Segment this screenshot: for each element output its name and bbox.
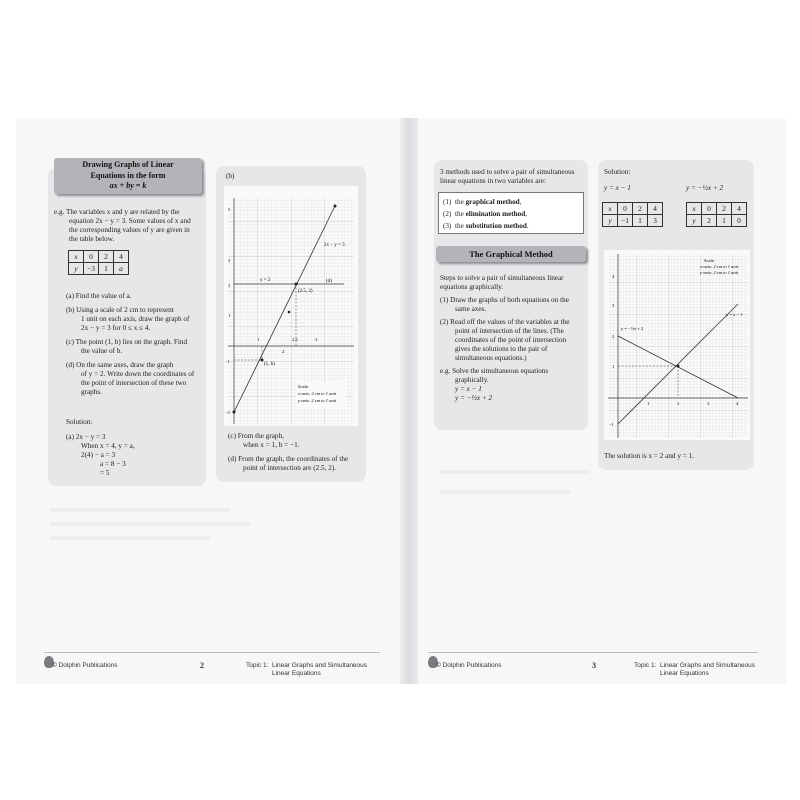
table-cell: 1 <box>717 215 732 227</box>
step-line: (1) Draw the graphs of both equations on the <box>440 296 569 304</box>
publisher: © Dolphin Publications <box>52 662 118 669</box>
step-line: same axes. <box>455 305 487 313</box>
page-number: 2 <box>200 661 204 670</box>
show-through <box>440 470 590 474</box>
y-tick: −3 <box>225 410 230 415</box>
line-label: 2x − y = 3 <box>324 243 345 248</box>
equation: y = −½x + 2 <box>455 394 493 402</box>
method-name: graphical method <box>465 198 520 206</box>
equation-head: y = −½x + 2 <box>686 184 724 192</box>
method-item <box>443 208 579 220</box>
method-text: the <box>454 198 466 206</box>
method-name: elimination method <box>465 210 526 218</box>
footer-rule <box>428 652 758 653</box>
method-num: (1) <box>443 198 452 206</box>
scale-line: x-axis: 2 cm to 1 unit <box>298 391 337 396</box>
show-through <box>50 508 230 512</box>
scale-line: Scale: <box>298 384 309 389</box>
y-tick: 3 <box>228 258 231 263</box>
question-d-line: (d) On the same axes, draw the graph <box>66 361 174 369</box>
solution-label: Solution: <box>604 168 631 176</box>
question-a: (a) Find the value of a. <box>66 292 132 300</box>
y-tick: 1 <box>228 313 231 318</box>
x-tick: 2 <box>677 401 680 406</box>
step-line: (2) Read off the values of the variables at the <box>440 318 570 326</box>
table-cell: y <box>687 215 702 227</box>
conclusion: The solution is x = 2 and y = 1. <box>604 452 694 460</box>
value-table-1 <box>602 202 663 227</box>
text-line: Steps to solve a pair of simultaneous linear <box>440 274 564 282</box>
scale-line: y-axis: 2 cm to 1 unit <box>700 270 739 275</box>
intersection-point <box>295 283 298 286</box>
table-cell: y <box>69 263 84 275</box>
table-cell: y <box>603 215 618 227</box>
step-line: gives the solutions to the pair of <box>455 345 548 353</box>
section-header <box>54 158 202 194</box>
example-line: e.g. Solve the simultaneous equations <box>440 367 549 375</box>
example-intro <box>54 208 204 244</box>
text-line: equations graphically. <box>440 283 504 291</box>
solution-line: = 5 <box>100 469 110 477</box>
grid <box>608 254 748 438</box>
method-text: , <box>519 198 522 206</box>
y-tick: 1 <box>612 364 615 369</box>
data-point <box>288 311 291 314</box>
topic-line: Linear Equations <box>272 670 321 677</box>
method-item <box>443 220 579 232</box>
show-through <box>440 490 570 494</box>
method-text: the <box>454 210 466 218</box>
solution-line: a = 8 − 3 <box>100 460 126 468</box>
header-line: Drawing Graphs of Linear <box>82 160 174 169</box>
table-cell: 4 <box>648 203 663 215</box>
question-b-line: 1 unit on each axis, draw the graph of <box>81 315 190 323</box>
question-d-line: graphs. <box>81 388 102 396</box>
graph-label: (b) <box>226 172 235 180</box>
table-cell: −1 <box>618 215 633 227</box>
x-tick: 3 <box>707 401 710 406</box>
step-line: point of intersection of the lines. (The <box>455 327 564 335</box>
table-cell: x <box>603 203 618 215</box>
footer-rule <box>44 652 380 653</box>
topic-label: Topic 1: <box>634 662 657 669</box>
table-cell: 2 <box>717 203 732 215</box>
topic-line: Linear Graphs and Simultaneous <box>272 662 368 669</box>
solution-line: 2(4) − a = 3 <box>81 451 116 459</box>
table-cell: 2 <box>702 215 717 227</box>
solution-line: (a) 2x − y = 3 <box>66 433 106 441</box>
method-text: , <box>525 210 528 218</box>
example-line: graphically. <box>455 376 489 384</box>
methods-intro <box>440 168 586 186</box>
methods-list <box>438 192 584 234</box>
value-table-2 <box>686 202 747 227</box>
solution <box>66 418 206 478</box>
table-cell: 0 <box>618 203 633 215</box>
c-point-label: (1, b) <box>264 362 275 367</box>
y-tick: 3 <box>612 303 615 308</box>
method-num: (3) <box>443 222 452 230</box>
method-num: (2) <box>443 210 452 218</box>
header-line: Equations in the form <box>90 170 166 180</box>
method-name: substitution method <box>465 222 527 230</box>
text-line: equation 2x − y = 3. Some values of x and <box>69 217 191 225</box>
graph-svg <box>224 186 358 426</box>
table-cell: 4 <box>114 251 129 263</box>
text-line: the corresponding values of y are given in <box>69 226 190 234</box>
solution-line: When x = 4, y = a, <box>81 442 135 450</box>
value-table <box>68 250 129 275</box>
y-tick: −1 <box>609 422 614 427</box>
topic-line: Linear Graphs and Simultaneous <box>660 662 756 669</box>
x-tick: 4 <box>736 401 739 406</box>
table-cell: 2 <box>633 203 648 215</box>
text-line: linear equations in two variables are: <box>440 177 546 185</box>
equation-head: y = x − 1 <box>604 184 631 192</box>
table-cell: 0 <box>702 203 717 215</box>
text-line: e.g. The variables x and y are related by the <box>54 208 180 216</box>
x-tick: 1 <box>647 401 650 406</box>
x-tick: 2 <box>282 349 285 354</box>
method-text: the <box>454 222 466 230</box>
step-line: coordinates of the point of intersection <box>455 336 567 344</box>
y-tick: 2 <box>612 334 615 339</box>
table-cell: −3 <box>84 263 99 275</box>
method-item <box>443 196 579 208</box>
step-line: simultaneous equations.) <box>455 354 527 362</box>
graph-svg-2 <box>604 250 750 440</box>
y-tick: 5 <box>228 207 231 212</box>
table-cell: 0 <box>84 251 99 263</box>
graph-area <box>224 186 358 426</box>
topic-line: Linear Equations <box>660 670 709 677</box>
show-through <box>50 536 210 540</box>
question-d-line: the point of intersection of these two <box>81 379 187 387</box>
point-label: (2.5, 2) <box>298 289 313 294</box>
hline-label: y = 2 <box>260 278 271 283</box>
data-point <box>334 205 337 208</box>
scale-line: x-axis: 2 cm to 1 unit <box>700 264 739 269</box>
graph-area-2 <box>604 250 750 440</box>
table-cell: 3 <box>648 215 663 227</box>
x-tick: 1 <box>257 337 260 342</box>
show-through <box>50 522 250 526</box>
question-b-line: 2x − y = 3 for 0 ≤ x ≤ 4. <box>81 324 151 332</box>
topic-title <box>272 662 367 678</box>
page-number: 3 <box>592 661 596 670</box>
topic-label: Topic 1: <box>246 662 269 669</box>
topic-title <box>660 662 755 678</box>
y-tick: 2 <box>228 283 231 288</box>
y-tick: 4 <box>612 274 615 279</box>
table-cell: a <box>114 263 129 275</box>
question-c-line: (c) The point (1, b) lies on the graph. Find <box>66 338 188 346</box>
table-cell: 0 <box>732 215 747 227</box>
x-tick: 3 <box>315 337 318 342</box>
intersection-point <box>677 365 680 368</box>
question-c-line: the value of b. <box>81 347 123 355</box>
question-b-line: (b) Using a scale of 2 cm to represent <box>66 306 174 314</box>
steps <box>440 274 586 403</box>
equation: y = x − 1 <box>455 385 482 393</box>
table-cell: 1 <box>633 215 648 227</box>
scale-line: y-axis: 2 cm to 1 unit <box>298 398 337 403</box>
text-line: 3 methods used to solve a pair of simultaneous <box>440 168 575 176</box>
book-spine <box>400 118 418 684</box>
note-line: (c) From the graph, <box>228 432 284 440</box>
note-line: point of intersection are (2.5, 2). <box>243 464 337 472</box>
table-cell: 4 <box>732 203 747 215</box>
method-text: . <box>526 222 529 230</box>
table-cell: x <box>687 203 702 215</box>
publisher: © Dolphin Publications <box>436 662 502 669</box>
section-header: The Graphical Method <box>436 246 586 262</box>
table-cell: x <box>69 251 84 263</box>
text-line: the table below. <box>69 235 115 243</box>
scale-line: Scale: <box>704 258 715 263</box>
data-point <box>233 411 236 414</box>
y-tick: −1 <box>225 359 230 364</box>
note-line: when x = 1, b = −1. <box>243 441 300 449</box>
question-d-line: of y = 2. Write down the coordinates of <box>81 370 195 378</box>
table-cell: 2 <box>99 251 114 263</box>
line-label: y = x − 1 <box>726 312 743 317</box>
questions <box>66 292 206 397</box>
x-tick: 2.5 <box>292 337 298 342</box>
line-label: y = −½x + 2 <box>621 326 644 331</box>
solution-label: Solution: <box>66 418 93 426</box>
header-line: ax + by = k <box>109 181 147 190</box>
note-line: (d) From the graph, the coordinates of the <box>228 455 349 463</box>
graph-notes <box>228 432 364 473</box>
table-cell: 1 <box>99 263 114 275</box>
d-label: (d) <box>326 279 332 284</box>
